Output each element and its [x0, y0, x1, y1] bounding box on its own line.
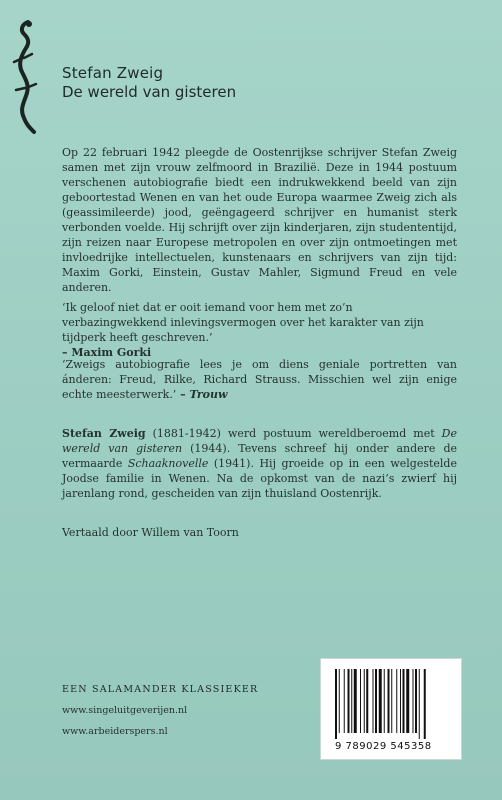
publisher-link[interactable]: www.arbeiderspers.nl — [62, 726, 168, 737]
barcode-bar — [415, 669, 417, 733]
quote-text: ‘Ik geloof niet dat er ooit iemand voor hem met zo’n verbazingwekkend inlevingsvermogen over het karakter van zijn tijdperk heeft geschreven.’ — [62, 301, 424, 344]
barcode-bar — [364, 669, 365, 733]
barcode-bar — [419, 669, 420, 739]
salamander-icon — [8, 18, 42, 136]
barcode-bar — [384, 669, 385, 733]
translator-credit: Vertaald door Willem van Toorn — [62, 526, 239, 539]
barcode-bar — [424, 669, 426, 739]
barcode-bar — [406, 669, 409, 733]
barcode-bar — [366, 669, 368, 733]
author-bio — [62, 426, 457, 501]
bio-text: (1881-1942) werd postuum wereldberoemd met — [145, 427, 442, 440]
barcode-bar — [379, 669, 382, 733]
barcode-bar — [373, 669, 374, 733]
quote-dash: – — [176, 388, 190, 401]
barcode-bar — [396, 669, 397, 733]
quote-source: Trouw — [189, 388, 228, 401]
barcode-bar — [413, 669, 414, 733]
quote-text: ‘Zweigs autobiografie lees je om diens geniale portretten van ánderen: Freud, Rilke, Richard Strauss. Misschien wel zijn enige echte meesterwerk.’ — [62, 358, 457, 401]
barcode-bar — [351, 669, 352, 733]
barcode-bar — [348, 669, 350, 733]
quote-trouw — [62, 357, 457, 402]
author-name: Stefan Zweig — [62, 64, 164, 82]
barcode-bar — [335, 669, 337, 739]
barcode-bar — [403, 669, 405, 733]
bio-name: Stefan Zweig — [62, 427, 146, 440]
barcode-bar — [339, 669, 340, 733]
barcode-bar — [391, 669, 392, 733]
quote-gorki — [62, 300, 457, 360]
series-label: EEN SALAMANDER KLASSIEKER — [62, 684, 259, 695]
barcode-bar — [388, 669, 390, 733]
barcode-bar — [375, 669, 377, 733]
publisher-link[interactable]: www.singeluitgeverijen.nl — [62, 705, 188, 716]
barcode-bar — [344, 669, 345, 733]
quote-source: – Maxim Gorki — [62, 346, 152, 359]
barcode-bar — [400, 669, 401, 733]
barcode-bars — [331, 667, 451, 739]
bio-text: (1941). Hij groeide op in een welgestelde Joodse familie in Wenen. Na de opkomst van de nazi’s zwierf hij jarenlang rond, gescheiden van zijn thuisland Oostenrijk. — [62, 457, 457, 500]
barcode-bar — [360, 669, 361, 733]
bio-work: De wereld van gisteren — [62, 427, 457, 455]
bio-work: Schaaknovelle — [127, 457, 209, 470]
barcode-bar — [354, 669, 357, 733]
intro-paragraph: Op 22 februari 1942 pleegde de Oostenrijkse schrijver Stefan Zweig samen met zijn vrouw zelfmoord in Brazilië. Deze in 1944 postuum verschenen autobiografie biedt een indrukwekkend beeld van zijn geboortestad Wenen en van het oude Europa waarmee Zweig zich als (geassimileerde) jood, geëngageerd schrijver en humanist sterk verbonden voelde. Hij schrijft over zijn kinderjaren, zijn studententijd, zijn reizen naar Europese metropolen en over zijn ontmoetingen met invloedrijke intellectuelen, kunstenaars en schrijvers van zijn tijd: Maxim Gorki, Einstein, Gustav Mahler, Sigmund Freud en vele anderen. — [62, 146, 457, 294]
bio-text: (1944). Tevens schreef hij onder andere de vermaarde — [62, 442, 458, 470]
barcode — [320, 658, 462, 760]
book-title: De wereld van gisteren — [62, 83, 237, 101]
isbn-number: 9 789029 545358 — [335, 741, 432, 752]
